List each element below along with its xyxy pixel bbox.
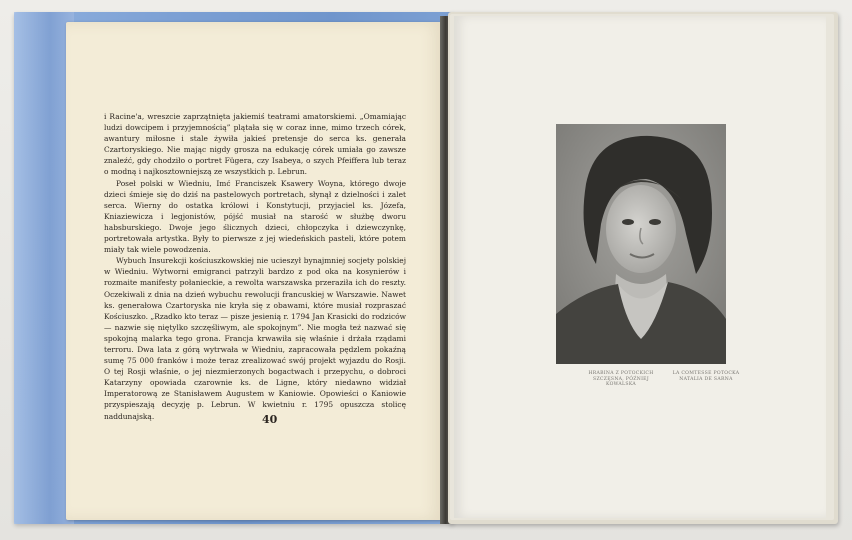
- page-number: 40: [262, 413, 278, 426]
- left-page-text: [104, 111, 406, 422]
- paragraph-1: i Racine'a, wreszcie zaprzątnięta jakiemiś teatrami amatorskiemi. „Omamiając ludzi dowcipem i przyjemnością” plątała się w coraz inne, mimo trzech córek, awantury miłosne i stale żywiła jakieś pretensje do serca ks. generała Czartoryskiego. Nie mając nigdy grosza na edukację córek umiała go zawsze znaleźć, gdy chodziło o portret Fügera, czy Isabeya, o szych Pfeiffera lub teraz o modną i najkosztowniejszą ze wszystkich p. Lebrun.: [104, 112, 406, 177]
- plate-caption-right: LA COMTESSE POTOCKA NATALIA DE SARNA: [672, 371, 740, 382]
- paragraph-3: Wybuch Insurekcji kościuszkowskiej nie ucieszył bynajmniej socjety polskiej w Wiedniu. Wytworni emigranci patrzyli bardzo z pod oka na kosynierów i rozmaite manifesty połanieckie, a rewolta warszawska przeraziła ich do reszty. Oczekiwali z dnia na dzień wybuchu rewolucji francuskiej w Warszawie. Nawet ks. generałowa Czartoryska nie kryła się z obawami, które musiał rozpraszać Kościuszko. „Rzadko kto teraz — pisze jesienią r. 1794 Jan Krasicki do rodziców — nazwie się niętylko szczęśliwym, ale spokojnym”. Nie mogła też nazwać się spokojną malarka tego grona. Francja krwawiła się właśnie i drżała rządami terroru. Dwa lata z górą wytrwała w Wiedniu, zapracowała pędzlem pokaźną sumę 75 000 franków i może teraz zrealizować swój projekt wyjazdu do Rosji. O tej Rosji właśnie, o jej niezmierzonych bogactwach i przepychu, o dobroci Katarzyny opowiada czarownie ks. de Ligne, który niedawno widział Imperatorową ze Stanisławem Augustem w Kaniowie. Opowieści o Kaniowie przyspieszają decyzję p. Lebrun. W kwietniu r. 1795 opuszcza stolicę naddunajską.: [104, 256, 406, 421]
- portrait-image: [556, 124, 726, 364]
- paragraph-2: Poseł polski w Wiedniu, Imć Franciszek Ksawery Woyna, którego dwoje dzieci śmieje się do dziś na pastelowych portretach, słynął z dzielności i zalet serca. Wierny do ostatka królowi i Konstytucji, przyjaciel ks. Józefa, Kniaziewicza i legjonistów, pójść musiał na starość w służbę dworu habsburskiego. Dwoje jego ślicznych dzieci, chłopczyka i dziewczynkę, portretowała artystka. Były to pierwsze z jej wiedeńskich pasteli, które potem miały tak wiele powodzenia.: [104, 178, 406, 255]
- blue-wrapper-fold: [14, 12, 74, 524]
- portrait-plate: [556, 124, 726, 364]
- plate-caption-left: HRABINA Z POTOCKICH SZCZĘSNA, PÓŹNIEJ KOWALSKA: [588, 371, 654, 388]
